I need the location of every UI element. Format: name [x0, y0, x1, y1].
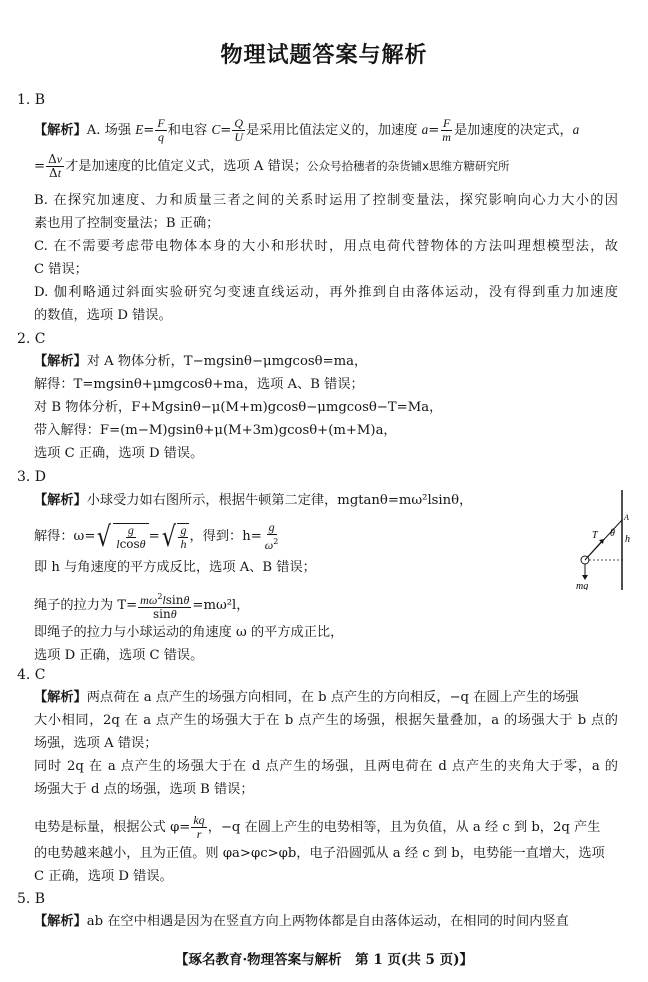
q4-line-5: 场强大于 d 点的场强，选项 B 错误；: [34, 782, 254, 797]
label-mg: mg: [576, 581, 589, 590]
q1-line-2: = $\frac{\Delta v}{\Delta t}$ 才是加速度的比值定义式，选项 A 错误；公众号拾穗者的杂货铺x思维方糖研究所: [34, 152, 510, 180]
sqrt-g-over-lcos: √ $\frac{g}{lcos\theta}$: [95, 523, 148, 551]
q3-line-1: 【解析】小球受力如右图所示，根据牛顿第二定律，mgtanθ=mω²lsinθ，: [34, 493, 473, 508]
fraction-dv-over-dt: $\frac{\Delta v}{\Delta t}$: [48, 152, 63, 180]
question-2-number: 2. C: [17, 331, 46, 347]
sqrt-g-over-h: √ $\frac{g}{h}$: [160, 523, 190, 551]
q4-line-1: 【解析】两点荷在 a 点产生的场强方向相同，在 b 点产生的方向相反，−q 在圆上产生的场强: [34, 690, 579, 705]
fraction-tension: $\frac{m\omega^2lsin\theta}{\sin\theta}$: [140, 592, 190, 621]
fraction-kq-over-r: $\frac{kq}{r}$: [193, 813, 205, 841]
q2-line-3: 对 B 物体分析，F+Mgsinθ−μ(M+m)gcosθ−μmgcosθ−T=Ma，: [34, 400, 443, 415]
gravity-arrowhead: [582, 575, 588, 580]
q3-line-3: 即 h 与角速度的平方成反比，选项 A、B 错误；: [34, 560, 316, 575]
tension-arrow: [585, 541, 602, 560]
q1-line-d1: D. 伽利略通过斜面实验研究匀变速直线运动，再外推到自由落体运动，没有得到重力加速度: [34, 285, 618, 300]
label-theta: θ: [610, 528, 615, 539]
analysis-label: 【解析】: [34, 123, 87, 138]
question-5-number: 5. B: [17, 891, 46, 907]
q3-line-4: 绳子的拉力为 T= $\frac{m\omega^2lsin\theta}{\sin\theta}$ =mω²l，: [34, 592, 250, 621]
q1-line-c1: C. 在不需要考虑带电物体本身的大小和形状时，用点电荷代替物体的方法叫理想模型法，故: [34, 239, 618, 254]
fraction-F-over-m: $\frac{F}{m}$: [442, 116, 451, 144]
pendulum-figure: [570, 490, 640, 590]
page-title: 物理试题答案与解析: [220, 42, 428, 68]
q1-line-b1: B. 在探究加速度、力和质量三者之间的关系时运用了控制变量法，探究影响向心力大小的因: [34, 193, 618, 208]
q2-line-1: 【解析】对 A 物体分析，T−mgsinθ−μmgcosθ=ma，: [34, 354, 368, 369]
label-A: A: [624, 513, 629, 522]
fraction-F-over-q: $\frac{F}{q}$: [157, 116, 165, 144]
label-h: h: [625, 534, 630, 545]
q5-line-1: 【解析】ab 在空中相遇是因为在竖直方向上两物体都是自由落体运动，在相同的时间内竖直: [34, 914, 569, 929]
question-1-number: 1. B: [17, 92, 46, 108]
question-4-number: 4. C: [17, 667, 46, 683]
watermark-text: 公众号拾穗者的杂货铺x思维方糖研究所: [307, 159, 510, 173]
fraction-Q-over-U: $\frac{Q}{U}$: [234, 116, 243, 144]
q3-line-6: 选项 D 正确，选项 C 错误。: [34, 648, 204, 663]
question-3-number: 3. D: [17, 469, 47, 485]
q4-line-7: 的电势越来越小，且为正值。则 φa>φc>φb，电子沿圆弧从 a 经 c 到 b，电势能一直增大，选项: [34, 846, 605, 861]
q3-line-5: 即绳子的拉力与小球运动的角速度 ω 的平方成正比，: [34, 625, 344, 640]
label-T: T: [592, 530, 598, 541]
q1-line-c2: C 错误；: [34, 262, 88, 277]
page-footer: 【琢名教育·物理答案与解析 第 1 页(共 5 页)】: [174, 952, 474, 968]
q4-line-8: C 正确，选项 D 错误。: [34, 869, 173, 884]
q4-line-6: 电势是标量，根据公式 φ= $\frac{kq}{r}$ ，−q 在圆上产生的电势相等，且为负值，从 a 经 c 到 b，2q 产生: [34, 813, 601, 841]
q4-line-3: 场强，选项 A 错误；: [34, 736, 158, 751]
fraction-g-over-omega2: $\frac{g}{\omega^2}$: [264, 520, 279, 552]
q1-line-d2: 的数值，选项 D 错误。: [34, 308, 172, 323]
q3-line-2: 解得：ω= √ $\frac{g}{lcos\theta}$ = √ $\frac{g}{h}$ ，得到：h= $\frac{g}{\omega^2}$: [34, 519, 279, 553]
q4-line-4: 同时 2q 在 a 点产生的场强大于在 d 点产生的场强，且两电荷在 d 点产生的夹角大于零，a 的: [34, 759, 618, 774]
q1-line-b2: 素也用了控制变量法；B 正确；: [34, 216, 220, 231]
q2-line-5: 选项 C 正确，选项 D 错误。: [34, 446, 204, 461]
q2-line-2: 解得：T=mgsinθ+μmgcosθ+ma，选项 A、B 错误；: [34, 377, 364, 392]
q2-line-4: 带入解得：F=(m−M)gsinθ+μ(M+3m)gcosθ+(m+M)a，: [34, 423, 397, 438]
q1-line-1: 【解析】A. 场强 E= $\frac{F}{q}$ 和电容 C= $\frac{Q}{U}$ 是采用比值法定义的，加速度 a= $\frac{F}{m}$ 是加速度的决定式，a: [34, 116, 580, 144]
q4-line-2: 大小相同，2q 在 a 点产生的场强大于在 b 点产生的场强，根据矢量叠加，a 的场强大于 b 点的: [34, 713, 618, 728]
